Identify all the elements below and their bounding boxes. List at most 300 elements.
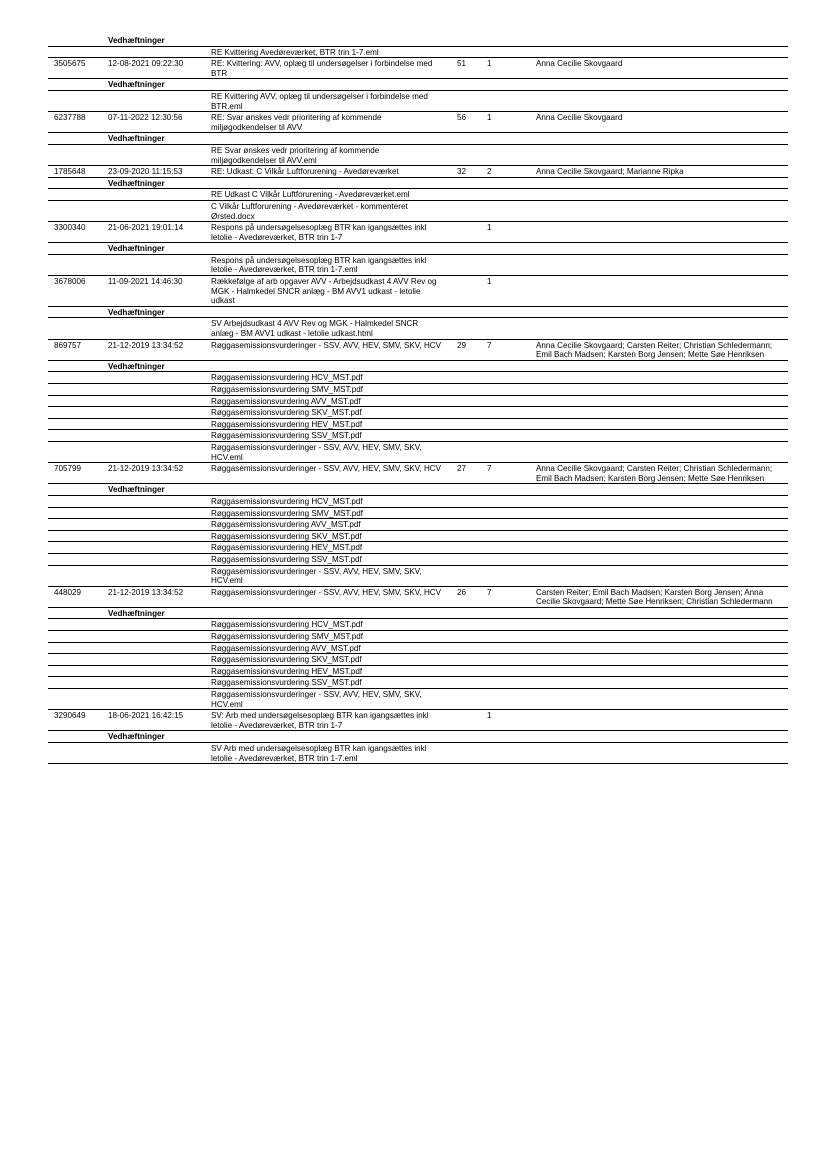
- attachments-header-row: [48, 79, 788, 91]
- attachment-row: [48, 643, 788, 655]
- email-count-a: 29: [456, 340, 466, 350]
- empty-cell: [442, 91, 481, 111]
- empty-cell: [481, 643, 536, 654]
- empty-cell: [481, 189, 536, 200]
- empty-cell: [48, 496, 108, 507]
- empty-cell: [108, 743, 211, 763]
- email-subject: SV: Arb med undersøgelsesoplæg BTR kan igangsættes inkl letolie - Avedøreværket, BTR trin 1-7: [211, 711, 429, 730]
- empty-cell: [48, 643, 108, 654]
- empty-cell: [108, 654, 211, 665]
- email-recipients: [536, 222, 788, 242]
- empty-cell: [48, 396, 108, 407]
- empty-cell: [108, 419, 211, 430]
- empty-cell: [48, 677, 108, 688]
- attachments-header-row: [48, 133, 788, 145]
- empty-cell: [536, 566, 788, 586]
- empty-cell: [536, 35, 788, 46]
- attachment-row: [48, 566, 788, 587]
- empty-cell: [108, 201, 211, 221]
- empty-cell: [481, 619, 536, 630]
- empty-cell: [48, 35, 108, 46]
- empty-cell: [442, 666, 481, 677]
- email-id: 3678006: [54, 277, 86, 287]
- empty-cell: [48, 201, 108, 221]
- empty-cell: [211, 484, 442, 495]
- empty-cell: [536, 79, 788, 90]
- attachment-name: Røggasemissionsvurdering HEV_MST.pdf: [211, 419, 363, 429]
- empty-cell: [48, 145, 108, 165]
- empty-cell: [442, 442, 481, 462]
- email-row: [48, 166, 788, 178]
- empty-cell: [536, 145, 788, 165]
- attachment-name: Røggasemissionsvurdering HEV_MST.pdf: [211, 666, 363, 676]
- empty-cell: [48, 307, 108, 318]
- email-row: [48, 463, 788, 484]
- attachment-row: [48, 372, 788, 384]
- empty-cell: [481, 396, 536, 407]
- email-subject: Røggasemissionsvurderinger - SSV, AVV, HEV, SMV, SKV, HCV: [211, 587, 442, 597]
- empty-cell: [108, 666, 211, 677]
- empty-cell: [442, 731, 481, 742]
- empty-cell: [442, 643, 481, 654]
- empty-cell: [442, 542, 481, 553]
- attachment-name: Respons på undersøgelsesoplæg BTR kan igangsættes inkl letolie - Avedøreværket, BTR trin 1-7.eml: [211, 255, 427, 275]
- email-count-b: 1: [487, 277, 492, 287]
- empty-cell: [481, 91, 536, 111]
- empty-cell: [481, 519, 536, 530]
- email-count-b: 1: [487, 113, 492, 123]
- empty-cell: [108, 407, 211, 418]
- attachment-row: [48, 91, 788, 112]
- empty-cell: [442, 743, 481, 763]
- email-recipients: [536, 276, 788, 306]
- attachment-row: [48, 255, 788, 276]
- empty-cell: [536, 47, 788, 58]
- empty-cell: [442, 519, 481, 530]
- attachment-name: Røggasemissionsvurdering SKV_MST.pdf: [211, 531, 362, 541]
- email-row: [48, 340, 788, 361]
- empty-cell: [536, 178, 788, 189]
- email-subject: Røggasemissionsvurderinger - SSV, AVV, HEV, SMV, SKV, HCV: [211, 464, 442, 474]
- empty-cell: [108, 619, 211, 630]
- email-id: 705799: [54, 464, 82, 474]
- email-count-b: 7: [487, 464, 492, 474]
- empty-cell: [108, 496, 211, 507]
- empty-cell: [211, 35, 442, 46]
- email-date: 21-12-2019 13:34:52: [108, 464, 184, 474]
- attachments-label: Vedhæftninger: [108, 80, 165, 90]
- email-row: [48, 710, 788, 731]
- attachments-header-row: [48, 243, 788, 255]
- empty-cell: [48, 519, 108, 530]
- attachment-row: [48, 145, 788, 166]
- email-subject: RE: Svar ønskes vedr prioritering af kommende miljøgodkendelser til AVV: [211, 113, 382, 132]
- empty-cell: [536, 372, 788, 383]
- empty-cell: [48, 554, 108, 565]
- empty-cell: [48, 361, 108, 372]
- email-id: 3290649: [54, 711, 86, 721]
- empty-cell: [48, 178, 108, 189]
- email-date: 21-06-2021 19:01:14: [108, 223, 184, 233]
- empty-cell: [442, 484, 481, 495]
- empty-cell: [481, 201, 536, 221]
- empty-cell: [536, 189, 788, 200]
- empty-cell: [48, 731, 108, 742]
- attachment-row: [48, 430, 788, 442]
- empty-cell: [536, 243, 788, 254]
- email-recipients: Anna Cecilie Skovgaard; Carsten Reiter; Christian Schledermann; Emil Bach Madsen; Karsten Borg Jensen; Mette Søe Henriksen: [536, 464, 773, 483]
- attachments-label: Vedhæftninger: [108, 36, 165, 45]
- empty-cell: [481, 731, 536, 742]
- empty-cell: [48, 619, 108, 630]
- empty-cell: [481, 178, 536, 189]
- empty-cell: [481, 631, 536, 642]
- attachment-row: [48, 743, 788, 764]
- attachment-row: [48, 496, 788, 508]
- attachment-row: [48, 407, 788, 419]
- empty-cell: [481, 384, 536, 395]
- empty-cell: [481, 508, 536, 519]
- attachment-name: Røggasemissionsvurdering SKV_MST.pdf: [211, 655, 362, 665]
- empty-cell: [536, 484, 788, 495]
- empty-cell: [481, 531, 536, 542]
- empty-cell: [108, 508, 211, 519]
- empty-cell: [442, 189, 481, 200]
- empty-cell: [536, 407, 788, 418]
- attachment-name: Røggasemissionsvurdering SMV_MST.pdf: [211, 385, 364, 394]
- empty-cell: [536, 519, 788, 530]
- email-count-a: 27: [456, 464, 466, 474]
- attachments-label: Vedhæftninger: [108, 732, 165, 742]
- attachment-name: Røggasemissionsvurdering AVV_MST.pdf: [211, 520, 361, 530]
- email-subject: Røggasemissionsvurderinger - SSV, AVV, HEV, SMV, SKV, HCV: [211, 340, 442, 350]
- empty-cell: [536, 361, 788, 372]
- empty-cell: [48, 407, 108, 418]
- empty-cell: [108, 689, 211, 709]
- empty-cell: [48, 189, 108, 200]
- email-recipients: [536, 710, 788, 730]
- empty-cell: [442, 531, 481, 542]
- empty-cell: [536, 554, 788, 565]
- empty-cell: [211, 178, 442, 189]
- empty-cell: [481, 554, 536, 565]
- email-id: 869757: [54, 340, 82, 350]
- empty-cell: [108, 631, 211, 642]
- email-count-a: 26: [456, 587, 466, 597]
- empty-cell: [536, 255, 788, 275]
- attachment-name: RE Svar ønskes vedr prioritering af kommende miljøgodkendelser til AVV.eml: [211, 145, 380, 165]
- email-recipients: Carsten Reiter; Emil Bach Madsen; Karsten Borg Jensen; Anna Cecilie Skovgaard; Mette Søe Henriksen; Christian Schledermann: [536, 587, 773, 607]
- attachments-header-row: [48, 35, 788, 47]
- email-date: 23-09-2020 11:15:53: [108, 167, 183, 177]
- empty-cell: [536, 689, 788, 709]
- empty-cell: [108, 255, 211, 275]
- empty-cell: [536, 133, 788, 144]
- empty-cell: [536, 419, 788, 430]
- empty-cell: [108, 519, 211, 530]
- empty-cell: [48, 419, 108, 430]
- attachment-name: Røggasemissionsvurdering HCV_MST.pdf: [211, 496, 363, 506]
- empty-cell: [108, 531, 211, 542]
- empty-cell: [442, 419, 481, 430]
- email-subject: RE: Udkast: C Vilkår Luftforurening - Avedøreværket: [211, 167, 399, 177]
- email-date: 11-09-2021 14:46:30: [108, 277, 183, 287]
- attachment-row: [48, 531, 788, 543]
- attachments-label: Vedhæftninger: [108, 361, 165, 371]
- empty-cell: [442, 677, 481, 688]
- empty-cell: [108, 643, 211, 654]
- empty-cell: [481, 243, 536, 254]
- empty-cell: [48, 542, 108, 553]
- attachment-name: Røggasemissionsvurdering HEV_MST.pdf: [211, 543, 363, 553]
- empty-cell: [536, 542, 788, 553]
- attachment-name: Røggasemissionsvurderinger - SSV, AVV, HEV, SMV, SKV, HCV.eml: [211, 566, 422, 586]
- email-date: 21-12-2019 13:34:52: [108, 340, 184, 350]
- attachments-label: Vedhæftninger: [108, 134, 165, 144]
- email-count-a: [442, 276, 481, 306]
- empty-cell: [481, 35, 536, 46]
- email-count-a: [442, 710, 481, 730]
- empty-cell: [442, 255, 481, 275]
- empty-cell: [536, 384, 788, 395]
- attachments-header-row: [48, 361, 788, 373]
- email-table: [48, 35, 788, 764]
- empty-cell: [48, 372, 108, 383]
- empty-cell: [481, 79, 536, 90]
- email-count-a: 51: [456, 59, 466, 69]
- email-count-b: 7: [487, 340, 492, 350]
- email-count-b: 7: [487, 587, 492, 597]
- empty-cell: [481, 47, 536, 58]
- attachment-name: Røggasemissionsvurdering SMV_MST.pdf: [211, 632, 364, 642]
- empty-cell: [108, 554, 211, 565]
- attachment-name: Røggasemissionsvurdering SSV_MST.pdf: [211, 678, 362, 688]
- empty-cell: [211, 608, 442, 619]
- empty-cell: [536, 508, 788, 519]
- empty-cell: [481, 145, 536, 165]
- attachments-header-row: [48, 484, 788, 496]
- empty-cell: [481, 430, 536, 441]
- empty-cell: [48, 79, 108, 90]
- email-row: [48, 58, 788, 79]
- attachment-row: [48, 396, 788, 408]
- empty-cell: [481, 542, 536, 553]
- empty-cell: [108, 430, 211, 441]
- attachments-header-row: [48, 178, 788, 190]
- empty-cell: [442, 566, 481, 586]
- email-count-b: 1: [487, 223, 492, 233]
- empty-cell: [481, 608, 536, 619]
- attachment-row: [48, 666, 788, 678]
- email-count-b: 1: [487, 711, 492, 721]
- empty-cell: [442, 508, 481, 519]
- empty-cell: [481, 743, 536, 763]
- email-id: 6237788: [54, 113, 86, 123]
- empty-cell: [442, 79, 481, 90]
- empty-cell: [442, 318, 481, 338]
- email-recipients: Anna Cecilie Skovgaard: [536, 59, 623, 69]
- attachment-row: [48, 47, 788, 59]
- attachment-name: Røggasemissionsvurdering AVV_MST.pdf: [211, 396, 361, 406]
- empty-cell: [481, 677, 536, 688]
- email-count-b: 2: [487, 167, 492, 177]
- attachment-name: Røggasemissionsvurdering SSV_MST.pdf: [211, 431, 362, 441]
- empty-cell: [481, 372, 536, 383]
- empty-cell: [536, 619, 788, 630]
- empty-cell: [211, 243, 442, 254]
- email-id: 1785648: [54, 167, 86, 177]
- empty-cell: [481, 419, 536, 430]
- attachments-label: Vedhæftninger: [108, 485, 165, 495]
- attachment-row: [48, 201, 788, 222]
- empty-cell: [211, 361, 442, 372]
- empty-cell: [442, 496, 481, 507]
- email-subject: Rækkefølge af arb opgaver AVV - Arbejdsudkast 4 AVV Rev og MGK - Halmkedel SNCR anlæg - BM AVV1 udkast - letolie udkast: [211, 277, 437, 306]
- empty-cell: [108, 372, 211, 383]
- attachment-row: [48, 631, 788, 643]
- attachment-row: [48, 384, 788, 396]
- empty-cell: [108, 542, 211, 553]
- empty-cell: [108, 47, 211, 58]
- email-count-b: 1: [487, 59, 492, 69]
- email-recipients: Anna Cecilie Skovgaard; Marianne Ripka: [536, 167, 684, 177]
- email-row: [48, 112, 788, 133]
- empty-cell: [211, 731, 442, 742]
- empty-cell: [211, 133, 442, 144]
- attachment-name: Røggasemissionsvurdering AVV_MST.pdf: [211, 643, 361, 653]
- empty-cell: [48, 608, 108, 619]
- attachment-name: Røggasemissionsvurdering SSV_MST.pdf: [211, 554, 362, 564]
- empty-cell: [536, 430, 788, 441]
- empty-cell: [48, 255, 108, 275]
- empty-cell: [48, 243, 108, 254]
- empty-cell: [481, 133, 536, 144]
- empty-cell: [442, 396, 481, 407]
- empty-cell: [536, 531, 788, 542]
- empty-cell: [536, 318, 788, 338]
- attachment-row: [48, 654, 788, 666]
- empty-cell: [536, 654, 788, 665]
- empty-cell: [442, 47, 481, 58]
- empty-cell: [108, 677, 211, 688]
- attachments-label: Vedhæftninger: [108, 608, 165, 618]
- empty-cell: [536, 731, 788, 742]
- attachments-header-row: [48, 608, 788, 620]
- empty-cell: [481, 566, 536, 586]
- attachment-name: RE Udkast C Vilkår Luftforurening - Avedøreværket.eml: [211, 190, 410, 200]
- empty-cell: [481, 496, 536, 507]
- empty-cell: [536, 396, 788, 407]
- empty-cell: [48, 666, 108, 677]
- empty-cell: [442, 243, 481, 254]
- attachment-row: [48, 442, 788, 463]
- empty-cell: [48, 442, 108, 462]
- email-subject: Respons på undersøgelsesoplæg BTR kan igangsættes inkl letolie - Avedøreværket, BTR trin 1-7: [211, 223, 427, 242]
- email-subject: RE: Kvittering: AVV, oplæg til undersøgelser i forbindelse med BTR: [211, 59, 433, 78]
- attachment-name: Røggasemissionsvurderinger - SSV, AVV, HEV, SMV, SKV, HCV.eml: [211, 690, 422, 709]
- email-row: [48, 587, 788, 608]
- attachment-name: SV Arbejdsudkast 4 AVV Rev og MGK - Halmkedel SNCR anlæg - BM AVV1 udkast - letolie udkast.html: [211, 319, 419, 339]
- email-count-a: [442, 222, 481, 242]
- attachments-header-row: [48, 307, 788, 319]
- empty-cell: [536, 201, 788, 221]
- attachment-row: [48, 419, 788, 431]
- empty-cell: [442, 35, 481, 46]
- empty-cell: [536, 677, 788, 688]
- empty-cell: [442, 372, 481, 383]
- empty-cell: [48, 531, 108, 542]
- empty-cell: [536, 631, 788, 642]
- empty-cell: [48, 430, 108, 441]
- attachment-name: Røggasemissionsvurderinger - SSV, AVV, HEV, SMV, SKV, HCV.eml: [211, 442, 422, 462]
- empty-cell: [48, 566, 108, 586]
- email-row: [48, 222, 788, 243]
- attachment-row: [48, 554, 788, 566]
- empty-cell: [536, 743, 788, 763]
- empty-cell: [442, 654, 481, 665]
- email-recipients: Anna Cecilie Skovgaard: [536, 113, 623, 123]
- email-date: 07-11-2022 12:30:56: [108, 113, 183, 123]
- attachment-row: [48, 508, 788, 520]
- email-date: 12-08-2021 09:22:30: [108, 59, 184, 69]
- empty-cell: [211, 79, 442, 90]
- attachments-header-row: [48, 731, 788, 743]
- empty-cell: [48, 508, 108, 519]
- empty-cell: [442, 384, 481, 395]
- empty-cell: [442, 133, 481, 144]
- attachment-row: [48, 542, 788, 554]
- attachment-name: Røggasemissionsvurdering SMV_MST.pdf: [211, 508, 364, 518]
- attachment-row: [48, 519, 788, 531]
- attachments-label: Vedhæftninger: [108, 178, 165, 188]
- empty-cell: [442, 689, 481, 709]
- empty-cell: [48, 133, 108, 144]
- empty-cell: [48, 689, 108, 709]
- email-count-a: 56: [456, 113, 466, 123]
- attachment-row: [48, 677, 788, 689]
- empty-cell: [108, 396, 211, 407]
- empty-cell: [481, 407, 536, 418]
- attachment-row: [48, 689, 788, 710]
- empty-cell: [481, 666, 536, 677]
- empty-cell: [481, 361, 536, 372]
- empty-cell: [481, 442, 536, 462]
- empty-cell: [442, 407, 481, 418]
- empty-cell: [48, 743, 108, 763]
- empty-cell: [48, 631, 108, 642]
- empty-cell: [536, 666, 788, 677]
- email-recipients: Anna Cecilie Skovgaard; Carsten Reiter; Christian Schledermann; Emil Bach Madsen; Karsten Borg Jensen; Mette Søe Henriksen: [536, 340, 773, 360]
- email-row: [48, 276, 788, 307]
- empty-cell: [536, 307, 788, 318]
- empty-cell: [108, 384, 211, 395]
- empty-cell: [108, 91, 211, 111]
- empty-cell: [442, 361, 481, 372]
- email-count-a: 32: [456, 167, 466, 177]
- attachment-name: RE Kvittering AVV, oplæg til undersøgelser i forbindelse med BTR.eml: [211, 91, 428, 111]
- empty-cell: [48, 47, 108, 58]
- empty-cell: [442, 178, 481, 189]
- empty-cell: [108, 442, 211, 462]
- empty-cell: [108, 145, 211, 165]
- empty-cell: [442, 631, 481, 642]
- empty-cell: [442, 554, 481, 565]
- empty-cell: [48, 384, 108, 395]
- attachment-name: SV Arb med undersøgelsesoplæg BTR kan igangsættes inkl letolie - Avedøreværket, BTR trin 1-7.eml: [211, 744, 427, 763]
- empty-cell: [442, 430, 481, 441]
- empty-cell: [108, 566, 211, 586]
- empty-cell: [481, 484, 536, 495]
